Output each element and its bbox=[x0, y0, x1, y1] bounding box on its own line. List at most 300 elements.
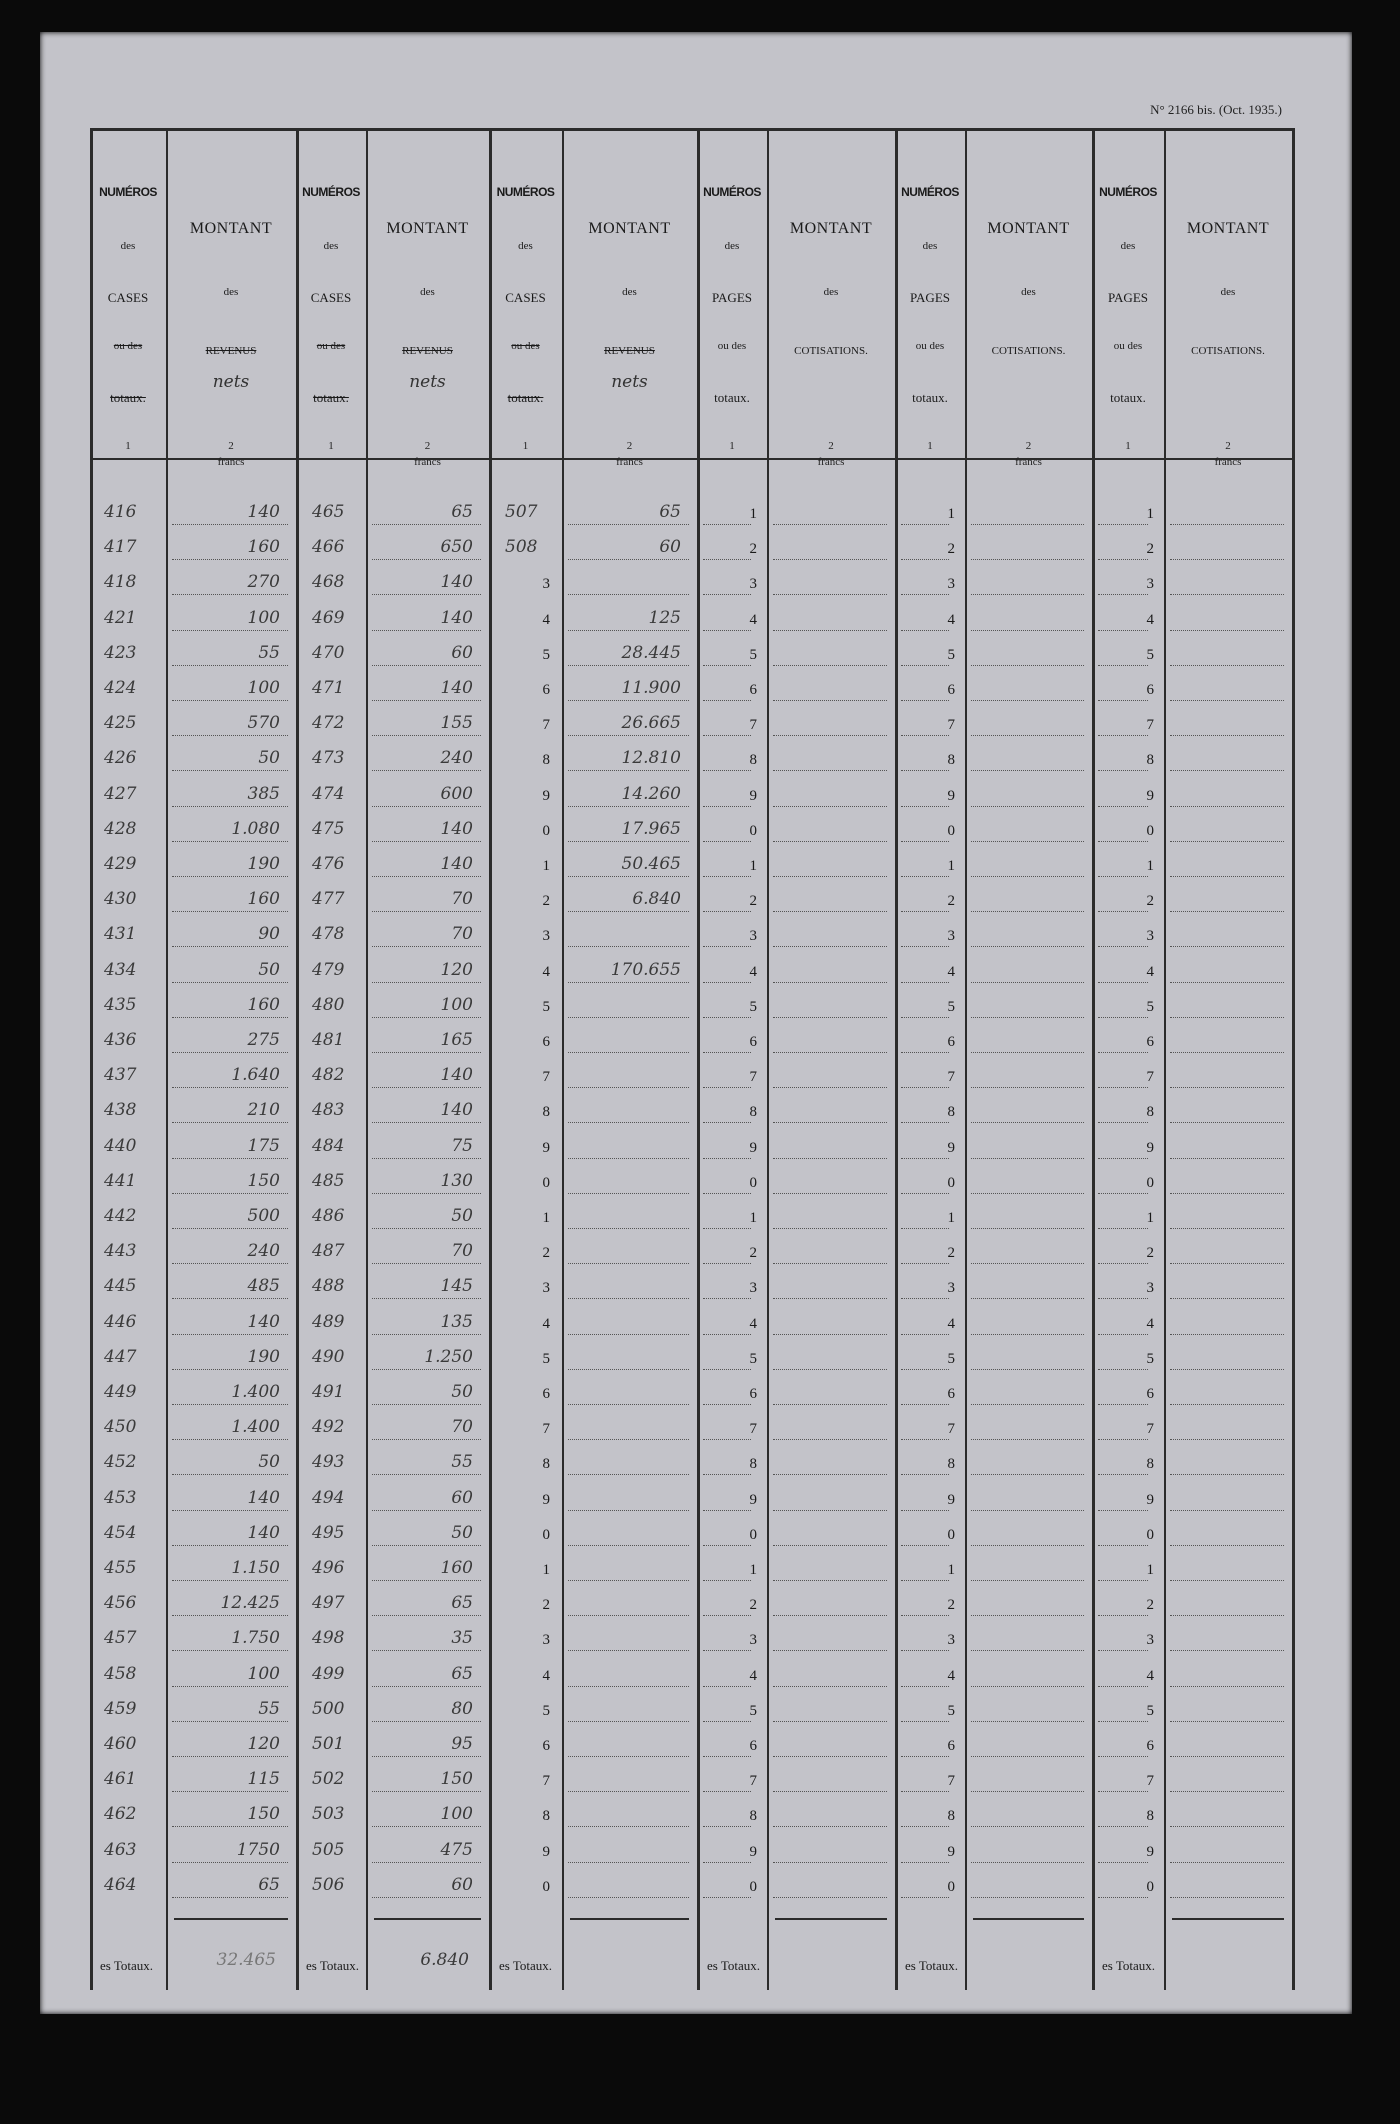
row-number: 1 bbox=[749, 1210, 757, 1226]
dotted-leader bbox=[568, 841, 689, 842]
header-handwritten-nets: nets bbox=[212, 372, 250, 392]
dotted-leader bbox=[1170, 594, 1284, 595]
row-number: 5 bbox=[749, 646, 757, 663]
amount: 55 bbox=[258, 642, 280, 663]
header-montant-des: des bbox=[622, 286, 637, 298]
header-numeros-a: des bbox=[724, 240, 740, 252]
amount: 60 bbox=[451, 642, 473, 663]
dotted-leader bbox=[568, 1756, 689, 1757]
dotted-leader bbox=[372, 1193, 481, 1194]
row-number: 7 bbox=[1146, 1773, 1154, 1790]
dotted-leader bbox=[1170, 1580, 1284, 1581]
dotted-leader bbox=[172, 1897, 288, 1898]
row-number: 6 bbox=[542, 682, 550, 698]
row-number: 5 bbox=[1146, 646, 1154, 663]
row-number: 7 bbox=[542, 1069, 550, 1086]
dotted-leader bbox=[568, 911, 689, 912]
row-number: 7 bbox=[947, 1421, 955, 1438]
dotted-leader bbox=[1098, 1650, 1148, 1651]
dotted-leader bbox=[1098, 1615, 1148, 1616]
header-numeros-a: des bbox=[922, 240, 938, 252]
dotted-leader bbox=[901, 1298, 949, 1299]
case-number: 487 bbox=[312, 1241, 345, 1262]
dotted-leader bbox=[773, 1052, 887, 1053]
dotted-leader bbox=[971, 982, 1084, 983]
dotted-leader bbox=[568, 1580, 689, 1581]
dotted-leader bbox=[901, 1087, 949, 1088]
row-number: 8 bbox=[947, 752, 955, 769]
dotted-leader bbox=[372, 1580, 481, 1581]
totals-label: es Totaux. bbox=[1102, 1958, 1156, 1973]
dotted-leader bbox=[372, 946, 481, 947]
amount: 1750 bbox=[236, 1839, 280, 1860]
dotted-leader bbox=[901, 1334, 949, 1335]
dotted-leader bbox=[372, 594, 481, 595]
row-number: 7 bbox=[749, 717, 757, 734]
case-number: 461 bbox=[104, 1769, 137, 1790]
row-number: 6 bbox=[1146, 1034, 1154, 1050]
dotted-leader bbox=[1098, 1439, 1148, 1440]
dotted-leader bbox=[971, 524, 1084, 525]
dotted-leader bbox=[172, 700, 288, 701]
header-handwritten-nets: nets bbox=[611, 372, 648, 392]
case-number: 500 bbox=[312, 1698, 345, 1719]
row-number: 2 bbox=[542, 1597, 550, 1614]
row-number: 8 bbox=[542, 1808, 550, 1825]
dotted-leader bbox=[372, 1052, 481, 1053]
dotted-leader bbox=[773, 770, 887, 771]
row-number: 5 bbox=[1146, 998, 1154, 1015]
header-numeros-a: des bbox=[120, 240, 136, 252]
dotted-leader bbox=[773, 1193, 887, 1194]
dotted-leader bbox=[372, 1756, 481, 1757]
row-number: 2 bbox=[749, 1245, 757, 1262]
header-montant-des: des bbox=[823, 286, 839, 298]
totals-label: es Totaux. bbox=[100, 1958, 154, 1973]
dotted-leader bbox=[1098, 1369, 1148, 1370]
dotted-leader bbox=[901, 1510, 949, 1511]
dotted-leader bbox=[703, 524, 751, 525]
header-montant: MONTANT bbox=[386, 220, 469, 237]
dotted-leader bbox=[568, 1263, 689, 1264]
header-montant-label: REVENUS bbox=[205, 345, 257, 357]
amount: 65 bbox=[451, 502, 473, 522]
dotted-leader bbox=[172, 1686, 288, 1687]
dotted-leader bbox=[971, 806, 1084, 807]
dotted-leader bbox=[971, 876, 1084, 877]
dotted-leader bbox=[1098, 876, 1148, 877]
row-number: 2 bbox=[749, 1597, 757, 1614]
dotted-leader bbox=[1170, 1052, 1284, 1053]
row-number: 3 bbox=[947, 576, 955, 593]
case-number: 441 bbox=[104, 1170, 137, 1191]
row-number: 0 bbox=[749, 1878, 757, 1895]
row-number: 5 bbox=[542, 1350, 550, 1367]
amount: 240 bbox=[440, 748, 473, 769]
case-number: 499 bbox=[312, 1663, 345, 1684]
amount: 65 bbox=[258, 1874, 280, 1895]
row-number: 8 bbox=[542, 1104, 550, 1121]
amount: 35 bbox=[451, 1628, 473, 1649]
total-rule bbox=[570, 1918, 689, 1920]
row-number: 6 bbox=[947, 682, 955, 698]
dotted-leader bbox=[971, 1158, 1084, 1159]
grid-vline bbox=[90, 128, 93, 1990]
header-numeros-c: ou des bbox=[717, 340, 747, 352]
dotted-leader bbox=[901, 1650, 949, 1651]
case-number: 489 bbox=[312, 1311, 345, 1332]
row-number: 8 bbox=[749, 752, 757, 769]
dotted-leader bbox=[703, 1404, 751, 1405]
row-number: 9 bbox=[749, 1843, 757, 1860]
header-numeros: NUMÉROS bbox=[901, 185, 959, 199]
row-number: 9 bbox=[542, 1491, 550, 1508]
dotted-leader bbox=[971, 1052, 1084, 1053]
amount: 70 bbox=[451, 1417, 473, 1438]
amount: 100 bbox=[440, 994, 473, 1015]
dotted-leader bbox=[703, 1791, 751, 1792]
amount: 6.840 bbox=[632, 889, 681, 910]
dotted-leader bbox=[773, 1369, 887, 1370]
row-number: 9 bbox=[1146, 1843, 1154, 1860]
dotted-leader bbox=[901, 1756, 949, 1757]
amount: 55 bbox=[451, 1452, 473, 1473]
amount: 50 bbox=[258, 1452, 280, 1473]
dotted-leader bbox=[901, 1826, 949, 1827]
row-number: 5 bbox=[749, 998, 757, 1015]
header-numeros-d: totaux. bbox=[507, 390, 544, 405]
row-number: 5 bbox=[542, 998, 550, 1015]
dotted-leader bbox=[901, 1017, 949, 1018]
dotted-leader bbox=[372, 1298, 481, 1299]
dotted-leader bbox=[172, 1369, 288, 1370]
row-number: 3 bbox=[749, 1280, 757, 1297]
grid-vline bbox=[562, 128, 564, 1990]
dotted-leader bbox=[971, 1404, 1084, 1405]
dotted-leader bbox=[901, 700, 949, 701]
dotted-leader bbox=[901, 1404, 949, 1405]
header-numeros: NUMÉROS bbox=[1099, 185, 1157, 199]
amount: 100 bbox=[440, 1804, 473, 1825]
case-number: 484 bbox=[312, 1135, 345, 1156]
dotted-leader bbox=[1098, 1826, 1148, 1827]
row-number: 7 bbox=[542, 717, 550, 734]
case-number: 468 bbox=[312, 572, 345, 593]
amount: 1.750 bbox=[231, 1628, 280, 1649]
total-rule bbox=[1172, 1918, 1284, 1920]
dotted-leader bbox=[568, 1862, 689, 1863]
dotted-leader bbox=[1098, 1474, 1148, 1475]
amount: 125 bbox=[648, 607, 681, 628]
row-number: 1 bbox=[1146, 858, 1154, 874]
dotted-leader bbox=[901, 946, 949, 947]
dotted-leader bbox=[372, 1334, 481, 1335]
dotted-leader bbox=[971, 1721, 1084, 1722]
header-numeros-b: CASES bbox=[310, 290, 352, 305]
dotted-leader bbox=[568, 1791, 689, 1792]
dotted-leader bbox=[971, 946, 1084, 947]
row-number: 0 bbox=[749, 822, 757, 839]
amount: 140 bbox=[440, 1100, 473, 1121]
dotted-leader bbox=[703, 559, 751, 560]
case-number: 443 bbox=[104, 1241, 137, 1262]
row-number: 7 bbox=[1146, 1069, 1154, 1086]
grid-vline bbox=[1292, 128, 1295, 1990]
row-number: 3 bbox=[947, 1280, 955, 1297]
dotted-leader bbox=[971, 1686, 1084, 1687]
header-numeros-d: totaux. bbox=[912, 390, 948, 405]
row-number: 4 bbox=[542, 1315, 550, 1332]
unit-label: francs bbox=[217, 456, 245, 468]
amount: 190 bbox=[247, 1346, 280, 1367]
dotted-leader bbox=[971, 1862, 1084, 1863]
case-number: 485 bbox=[312, 1170, 345, 1191]
row-number: 2 bbox=[542, 1245, 550, 1262]
dotted-leader bbox=[773, 1122, 887, 1123]
row-number: 2 bbox=[749, 541, 757, 558]
amount: 50 bbox=[451, 1522, 473, 1543]
dotted-leader bbox=[901, 982, 949, 983]
dotted-leader bbox=[372, 1650, 481, 1651]
row-number: 4 bbox=[947, 963, 955, 980]
dotted-leader bbox=[703, 1721, 751, 1722]
dotted-leader bbox=[703, 1052, 751, 1053]
row-number: 4 bbox=[542, 1667, 550, 1684]
amount: 70 bbox=[451, 924, 473, 945]
case-number: 462 bbox=[104, 1804, 137, 1825]
dotted-leader bbox=[773, 1826, 887, 1827]
case-number: 452 bbox=[104, 1452, 137, 1473]
dotted-leader bbox=[568, 524, 689, 525]
header-montant-label: COTISATIONS. bbox=[991, 345, 1066, 357]
amount: 100 bbox=[247, 607, 280, 628]
dotted-leader bbox=[703, 1897, 751, 1898]
dotted-leader bbox=[172, 665, 288, 666]
amount: 60 bbox=[451, 1874, 473, 1895]
dotted-leader bbox=[773, 1686, 887, 1687]
dotted-leader bbox=[1098, 735, 1148, 736]
header-numeros-a: des bbox=[323, 240, 339, 252]
case-number: 492 bbox=[312, 1417, 345, 1438]
amount: 26.665 bbox=[621, 713, 681, 734]
dotted-leader bbox=[172, 1263, 288, 1264]
row-number: 6 bbox=[749, 682, 757, 698]
dotted-leader bbox=[1098, 1756, 1148, 1757]
dotted-leader bbox=[1098, 1580, 1148, 1581]
amount: 70 bbox=[451, 1241, 473, 1262]
dotted-leader bbox=[1098, 630, 1148, 631]
header-montant-label: REVENUS bbox=[402, 345, 453, 357]
row-number: 0 bbox=[947, 1174, 955, 1191]
row-number: 5 bbox=[542, 1702, 550, 1719]
dotted-leader bbox=[703, 1193, 751, 1194]
row-number: 6 bbox=[947, 1738, 955, 1754]
case-number: 445 bbox=[104, 1276, 137, 1297]
dotted-leader bbox=[568, 806, 689, 807]
dotted-leader bbox=[773, 1510, 887, 1511]
row-number: 4 bbox=[1146, 1315, 1154, 1332]
dotted-leader bbox=[172, 806, 288, 807]
dotted-leader bbox=[971, 1545, 1084, 1546]
dotted-leader bbox=[901, 1369, 949, 1370]
row-number: 0 bbox=[947, 822, 955, 839]
amount: 175 bbox=[247, 1135, 280, 1156]
amount: 1.150 bbox=[231, 1558, 280, 1578]
header-numeros-b: PAGES bbox=[1108, 290, 1148, 305]
dotted-leader bbox=[773, 1897, 887, 1898]
case-number: 470 bbox=[312, 642, 345, 663]
row-number: 8 bbox=[749, 1808, 757, 1825]
dotted-leader bbox=[1170, 700, 1284, 701]
case-number: 478 bbox=[312, 924, 345, 945]
row-number: 2 bbox=[947, 1597, 955, 1614]
case-number: 480 bbox=[312, 994, 345, 1015]
dotted-leader bbox=[372, 1369, 481, 1370]
row-number: 8 bbox=[749, 1456, 757, 1473]
dotted-leader bbox=[1170, 1017, 1284, 1018]
dotted-leader bbox=[773, 806, 887, 807]
case-number: 450 bbox=[104, 1417, 137, 1438]
amount: 150 bbox=[247, 1170, 280, 1191]
dotted-leader bbox=[901, 841, 949, 842]
dotted-leader bbox=[773, 1545, 887, 1546]
row-number: 9 bbox=[542, 1139, 550, 1156]
dotted-leader bbox=[1098, 1404, 1148, 1405]
amount: 190 bbox=[247, 854, 280, 874]
dotted-leader bbox=[773, 841, 887, 842]
unit-label: francs bbox=[1015, 456, 1042, 468]
dotted-leader bbox=[1098, 806, 1148, 807]
row-number: 9 bbox=[542, 1843, 550, 1860]
dotted-leader bbox=[372, 665, 481, 666]
header-numeros-c: ou des bbox=[511, 340, 540, 352]
row-number: 6 bbox=[749, 1034, 757, 1050]
dotted-leader bbox=[901, 735, 949, 736]
dotted-leader bbox=[703, 1369, 751, 1370]
row-number: 8 bbox=[542, 1456, 550, 1473]
case-number: 508 bbox=[505, 537, 538, 558]
dotted-leader bbox=[372, 1615, 481, 1616]
dotted-leader bbox=[1170, 1334, 1284, 1335]
totals-label: es Totaux. bbox=[905, 1958, 959, 1973]
dotted-leader bbox=[773, 735, 887, 736]
row-number: 4 bbox=[749, 1315, 757, 1332]
dotted-leader bbox=[901, 876, 949, 877]
header-numeros-c: ou des bbox=[1113, 340, 1143, 352]
case-number: 457 bbox=[104, 1628, 137, 1649]
case-number: 490 bbox=[312, 1346, 345, 1367]
dotted-leader bbox=[568, 1474, 689, 1475]
dotted-leader bbox=[773, 1650, 887, 1651]
dotted-leader bbox=[1170, 1615, 1284, 1616]
dotted-leader bbox=[372, 1510, 481, 1511]
dotted-leader bbox=[971, 594, 1084, 595]
dotted-leader bbox=[372, 700, 481, 701]
case-number: 437 bbox=[104, 1065, 137, 1086]
case-number: 434 bbox=[104, 959, 137, 980]
row-number: 9 bbox=[1146, 1491, 1154, 1508]
dotted-leader bbox=[172, 1510, 288, 1511]
dotted-leader bbox=[172, 1017, 288, 1018]
dotted-leader bbox=[172, 524, 288, 525]
dotted-leader bbox=[1170, 1193, 1284, 1194]
totals-label: es Totaux. bbox=[306, 1958, 360, 1973]
amount: 385 bbox=[247, 783, 280, 804]
dotted-leader bbox=[568, 876, 689, 877]
case-number: 427 bbox=[104, 783, 137, 804]
amount: 140 bbox=[440, 854, 473, 874]
dotted-leader bbox=[1098, 1686, 1148, 1687]
dotted-leader bbox=[1170, 911, 1284, 912]
dotted-leader bbox=[172, 1615, 288, 1616]
row-number: 7 bbox=[749, 1421, 757, 1438]
row-number: 4 bbox=[1146, 611, 1154, 628]
dotted-leader bbox=[901, 1193, 949, 1194]
dotted-leader bbox=[773, 1580, 887, 1581]
row-number: 3 bbox=[1146, 1280, 1154, 1297]
case-number: 454 bbox=[104, 1522, 137, 1543]
dotted-leader bbox=[172, 1298, 288, 1299]
row-number: 4 bbox=[1146, 1667, 1154, 1684]
header-numeros-d: totaux. bbox=[313, 390, 349, 405]
dotted-leader bbox=[703, 1228, 751, 1229]
case-number: 469 bbox=[312, 607, 345, 628]
dotted-leader bbox=[1098, 1087, 1148, 1088]
dotted-leader bbox=[901, 1158, 949, 1159]
case-number: 440 bbox=[104, 1135, 137, 1156]
grid-vline bbox=[296, 128, 299, 1990]
header-numeros-c: ou des bbox=[113, 340, 143, 352]
row-number: 7 bbox=[749, 1069, 757, 1086]
row-number: 2 bbox=[1146, 1245, 1154, 1262]
case-number: 426 bbox=[104, 748, 137, 769]
dotted-leader bbox=[172, 982, 288, 983]
dotted-leader bbox=[773, 559, 887, 560]
dotted-leader bbox=[773, 1087, 887, 1088]
dotted-leader bbox=[971, 1017, 1084, 1018]
col-index-1: 1 bbox=[1125, 440, 1131, 452]
dotted-leader bbox=[703, 594, 751, 595]
dotted-leader bbox=[568, 1615, 689, 1616]
dotted-leader bbox=[1170, 806, 1284, 807]
dotted-leader bbox=[901, 1862, 949, 1863]
row-number: 0 bbox=[749, 1526, 757, 1543]
row-number: 4 bbox=[542, 611, 550, 628]
dotted-leader bbox=[1170, 982, 1284, 983]
dotted-leader bbox=[568, 665, 689, 666]
row-number: 7 bbox=[1146, 1421, 1154, 1438]
col-index-2: 2 bbox=[1225, 440, 1231, 452]
case-number: 498 bbox=[312, 1628, 345, 1649]
dotted-leader bbox=[372, 630, 481, 631]
case-number: 435 bbox=[104, 994, 137, 1015]
amount: 600 bbox=[440, 783, 473, 804]
dotted-leader bbox=[1170, 1369, 1284, 1370]
header-numeros: NUMÉROS bbox=[302, 185, 360, 199]
dotted-leader bbox=[372, 770, 481, 771]
case-number: 503 bbox=[312, 1804, 345, 1825]
header-numeros: NUMÉROS bbox=[99, 185, 157, 199]
case-number: 471 bbox=[312, 678, 345, 698]
dotted-leader bbox=[703, 876, 751, 877]
dotted-leader bbox=[1170, 1826, 1284, 1827]
dotted-leader bbox=[568, 1193, 689, 1194]
dotted-leader bbox=[703, 841, 751, 842]
row-number: 0 bbox=[947, 1526, 955, 1543]
amount: 155 bbox=[440, 713, 473, 734]
dotted-leader bbox=[773, 1474, 887, 1475]
header-montant: MONTANT bbox=[1186, 220, 1270, 237]
